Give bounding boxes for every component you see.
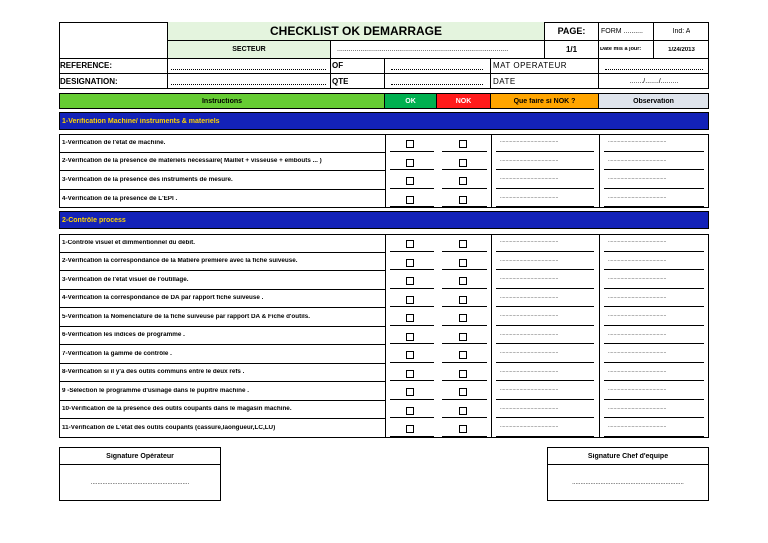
observation-dots: .......................................... xyxy=(608,368,667,374)
observation-underline xyxy=(604,251,704,252)
ok-underline xyxy=(390,288,434,289)
que-faire-underline xyxy=(496,306,594,307)
observation-dots: .......................................... xyxy=(608,405,667,411)
observation-field[interactable] xyxy=(600,401,708,420)
signature-chef-label: Signature Chef d'equipe xyxy=(587,452,669,460)
que-faire-underline xyxy=(496,417,594,418)
nok-underline xyxy=(442,188,487,189)
que-faire-field[interactable] xyxy=(492,271,599,290)
checklist-item-text: 9 -Sélection le programme d'usinage dans le pupitre machine . xyxy=(62,387,249,394)
ok-underline xyxy=(390,306,434,307)
nok-cell xyxy=(438,364,491,383)
ind-value: Ind: A xyxy=(672,27,691,35)
nok-underline xyxy=(442,325,487,326)
checklist-row xyxy=(60,190,385,209)
mat-operateur-label: MAT OPERATEUR xyxy=(493,62,568,70)
que-faire-underline xyxy=(496,251,594,252)
ok-checkbox[interactable] xyxy=(406,159,414,167)
observation-field[interactable] xyxy=(600,382,708,401)
nok-checkbox[interactable] xyxy=(459,296,467,304)
checklist-item-text: 2-Vérification de la présence de matériels nécessaire( Maillet + visseuse + embouts ... ) xyxy=(62,158,322,165)
nok-checkbox[interactable] xyxy=(459,314,467,322)
observation-dots: .......................................... xyxy=(608,424,667,429)
date-field[interactable] xyxy=(599,74,709,89)
ok-underline xyxy=(390,417,434,418)
of-label: OF xyxy=(332,62,344,70)
checklist-row xyxy=(60,153,385,172)
observation-underline xyxy=(604,380,704,381)
ok-underline xyxy=(390,436,434,437)
page-label-cell xyxy=(545,22,599,41)
ok-checkbox[interactable] xyxy=(406,296,414,304)
mat-operateur-field[interactable] xyxy=(599,59,709,74)
form-cell xyxy=(599,22,654,41)
nok-checkbox[interactable] xyxy=(459,388,467,396)
ok-underline xyxy=(390,325,434,326)
observation-field[interactable] xyxy=(600,134,708,153)
nok-cell xyxy=(438,308,491,327)
nok-checkbox[interactable] xyxy=(459,177,467,185)
checklist-item-text: 3-Vérification de l'état visuel de l'outillage. xyxy=(62,276,189,283)
qte-label: QTE xyxy=(332,77,349,86)
ok-underline xyxy=(390,169,434,170)
qte-label-cell xyxy=(331,74,385,89)
nok-underline xyxy=(442,380,487,381)
observation-dots: .......................................... xyxy=(608,139,667,144)
checklist-item-text: 7-Vérification la gamme de contrôle . xyxy=(62,350,172,357)
page-label: PAGE: xyxy=(557,26,586,36)
nok-underline xyxy=(442,288,487,289)
signature-chef-label-cell xyxy=(548,448,708,465)
que-faire-field[interactable] xyxy=(492,234,599,253)
ok-checkbox[interactable] xyxy=(406,259,414,267)
observation-underline xyxy=(604,306,704,307)
que-faire-field[interactable] xyxy=(492,253,599,272)
date-mise-label-cell xyxy=(599,41,654,59)
page-number: 1/1 xyxy=(565,45,578,54)
ok-checkbox[interactable] xyxy=(406,177,414,185)
nok-checkbox[interactable] xyxy=(459,259,467,267)
observation-underline xyxy=(604,436,704,437)
nok-checkbox[interactable] xyxy=(459,159,467,167)
observation-dots: .......................................... xyxy=(608,387,667,392)
checklist-row xyxy=(60,134,385,153)
que-faire-underline xyxy=(496,206,594,207)
nok-underline xyxy=(442,251,487,252)
secteur-label-cell xyxy=(168,41,331,59)
ok-underline xyxy=(390,399,434,400)
nok-checkbox[interactable] xyxy=(459,351,467,359)
ok-checkbox[interactable] xyxy=(406,388,414,396)
header-empty-cell xyxy=(59,22,168,59)
col-observation: Observation xyxy=(599,94,708,108)
ok-cell xyxy=(386,153,437,172)
checklist-row xyxy=(60,290,385,309)
section-header-2: 2-Contrôle process xyxy=(59,211,709,229)
nok-checkbox[interactable] xyxy=(459,425,467,433)
ok-cell xyxy=(386,327,437,346)
nok-underline xyxy=(442,306,487,307)
page-title: CHECKLIST OK DEMARRAGE xyxy=(269,24,442,38)
checklist-row xyxy=(60,401,385,420)
observation-underline xyxy=(604,343,704,344)
checklist-item-text: 4-Vérification de la présence de L'EPI . xyxy=(62,195,178,202)
que-faire-dots: .......................................... xyxy=(500,313,559,318)
nok-cell xyxy=(438,419,491,438)
date-mise-label: Date mis à jour: xyxy=(600,46,642,52)
observation-field[interactable] xyxy=(600,271,708,290)
observation-field[interactable] xyxy=(600,308,708,327)
ok-checkbox[interactable] xyxy=(406,196,414,204)
observation-dots: .......................................... xyxy=(608,194,667,200)
checklist-item-text: 6-Vérification les indices de programme . xyxy=(62,332,185,339)
observation-dots: .......................................... xyxy=(608,257,667,263)
checklist-row xyxy=(60,327,385,346)
mat-operateur-dots xyxy=(605,69,703,70)
que-faire-underline xyxy=(496,288,594,289)
que-faire-field[interactable] xyxy=(492,134,599,153)
que-faire-field[interactable] xyxy=(492,171,599,190)
nok-cell xyxy=(438,234,491,253)
date-mise-value-cell xyxy=(654,41,709,59)
ok-checkbox[interactable] xyxy=(406,407,414,415)
ok-underline xyxy=(390,362,434,363)
checklist-item-text: 8-Vérification si il y'a des outils communs entre le deux refs . xyxy=(62,369,245,376)
nok-underline xyxy=(442,362,487,363)
checklist-item-text: 11-Vérification de L'état des outils coupants (cassure,laongueur,LC,LU) xyxy=(62,425,276,432)
signature-chef-line: ................................................................... xyxy=(572,480,684,486)
checklist-row xyxy=(60,234,385,253)
observation-underline xyxy=(604,151,704,152)
ok-cell xyxy=(386,134,437,153)
ok-underline xyxy=(390,380,434,381)
que-faire-dots: .......................................... xyxy=(500,405,559,411)
ok-checkbox[interactable] xyxy=(406,240,414,248)
form-value: FORM .......... xyxy=(601,27,643,35)
secteur-label: SECTEUR xyxy=(232,46,266,53)
que-faire-dots: .......................................... xyxy=(500,194,559,200)
reference-field[interactable] xyxy=(168,59,331,74)
checklist-item-text: 1-Vérification de l'etat de machine. xyxy=(62,139,166,146)
section-header-1: 1-Verification Machine/ instruments & materiels xyxy=(59,112,709,130)
que-faire-field[interactable] xyxy=(492,327,599,346)
checklist-row xyxy=(60,271,385,290)
col-que-faire: Que faire si NOK ? xyxy=(491,94,599,108)
que-faire-dots: .......................................... xyxy=(500,350,559,355)
ok-underline xyxy=(390,151,434,152)
checklist-row xyxy=(60,171,385,190)
checklist-row xyxy=(60,253,385,272)
col-ok: OK xyxy=(385,94,437,108)
nok-underline xyxy=(442,169,487,170)
ok-checkbox[interactable] xyxy=(406,277,414,285)
checklist-item-text: 10-Vérification de la présence des outils coupants dans le magasin machine. xyxy=(62,406,292,413)
ok-checkbox[interactable] xyxy=(406,333,414,341)
ok-cell xyxy=(386,234,437,253)
que-faire-field[interactable] xyxy=(492,401,599,420)
observation-field[interactable] xyxy=(600,364,708,383)
nok-underline xyxy=(442,343,487,344)
que-faire-field[interactable] xyxy=(492,308,599,327)
nok-cell xyxy=(438,345,491,364)
date-label-cell xyxy=(491,74,599,89)
nok-checkbox[interactable] xyxy=(459,407,467,415)
observation-field[interactable] xyxy=(600,234,708,253)
page-title-cell xyxy=(168,22,545,41)
reference-dots xyxy=(171,69,326,70)
ok-cell xyxy=(386,290,437,309)
observation-field[interactable] xyxy=(600,171,708,190)
que-faire-underline xyxy=(496,399,594,400)
reference-label-cell xyxy=(59,59,168,74)
checklist-item-text: 1-Contrôle visuel et dimmentionnel du débit. xyxy=(62,239,195,246)
ok-cell xyxy=(386,308,437,327)
nok-underline xyxy=(442,399,487,400)
ok-cell xyxy=(386,364,437,383)
nok-checkbox[interactable] xyxy=(459,240,467,248)
nok-cell xyxy=(438,153,491,172)
que-faire-field[interactable] xyxy=(492,419,599,438)
observation-underline xyxy=(604,399,704,400)
observation-underline xyxy=(604,169,704,170)
observation-dots: .......................................... xyxy=(608,157,667,163)
que-faire-dots: .......................................... xyxy=(500,157,559,163)
que-faire-underline xyxy=(496,343,594,344)
observation-underline xyxy=(604,288,704,289)
observation-field[interactable] xyxy=(600,327,708,346)
que-faire-underline xyxy=(496,151,594,152)
que-faire-dots: .......................................... xyxy=(500,239,559,244)
que-faire-field[interactable] xyxy=(492,382,599,401)
date-label: DATE xyxy=(493,77,516,86)
designation-dots xyxy=(171,84,326,85)
observation-field[interactable] xyxy=(600,190,708,209)
col-instructions: Instructions xyxy=(60,94,385,108)
nok-underline xyxy=(442,269,487,270)
ok-checkbox[interactable] xyxy=(406,351,414,359)
ok-underline xyxy=(390,206,434,207)
nok-cell xyxy=(438,327,491,346)
ok-cell xyxy=(386,345,437,364)
designation-field[interactable] xyxy=(168,74,331,89)
mat-operateur-label-cell xyxy=(491,59,599,74)
ok-cell xyxy=(386,253,437,272)
nok-cell xyxy=(438,271,491,290)
ind-cell xyxy=(654,22,709,41)
designation-label: DESIGNATION: xyxy=(60,77,118,86)
nok-checkbox[interactable] xyxy=(459,196,467,204)
observation-underline xyxy=(604,206,704,207)
checklist-row xyxy=(60,308,385,327)
ok-cell xyxy=(386,419,437,438)
observation-underline xyxy=(604,269,704,270)
reference-label: REFERENCE: xyxy=(60,62,113,70)
que-faire-dots: .......................................... xyxy=(500,331,559,337)
ok-cell xyxy=(386,382,437,401)
signature-operateur-label: Signature Opérateur xyxy=(106,452,174,460)
observation-underline xyxy=(604,188,704,189)
ok-underline xyxy=(390,188,434,189)
nok-checkbox[interactable] xyxy=(459,277,467,285)
nok-underline xyxy=(442,436,487,437)
ok-underline xyxy=(390,343,434,344)
signature-operateur-box xyxy=(59,447,221,501)
observation-dots: .......................................... xyxy=(608,331,667,337)
of-label-cell xyxy=(331,59,385,74)
nok-underline xyxy=(442,206,487,207)
que-faire-underline xyxy=(496,188,594,189)
signature-operateur-label-cell xyxy=(60,448,220,465)
observation-dots: .......................................... xyxy=(608,176,667,181)
qte-field[interactable] xyxy=(385,74,491,89)
nok-cell xyxy=(438,382,491,401)
ok-cell xyxy=(386,401,437,420)
que-faire-underline xyxy=(496,436,594,437)
checklist-row xyxy=(60,419,385,438)
nok-checkbox[interactable] xyxy=(459,140,467,148)
observation-field[interactable] xyxy=(600,419,708,438)
nok-cell xyxy=(438,401,491,420)
qte-dots xyxy=(391,84,483,85)
que-faire-underline xyxy=(496,325,594,326)
ok-underline xyxy=(390,269,434,270)
ok-checkbox[interactable] xyxy=(406,314,414,322)
secteur-value: ........................................................................................ xyxy=(337,46,509,53)
observation-field[interactable] xyxy=(600,345,708,364)
nok-cell xyxy=(438,190,491,209)
nok-underline xyxy=(442,151,487,152)
que-faire-field[interactable] xyxy=(492,345,599,364)
que-faire-dots: .......................................... xyxy=(500,176,559,181)
que-faire-underline xyxy=(496,269,594,270)
signature-operateur-field[interactable] xyxy=(60,476,220,490)
nok-underline xyxy=(442,417,487,418)
que-faire-dots: .......................................... xyxy=(500,294,559,300)
nok-cell xyxy=(438,134,491,153)
que-faire-field[interactable] xyxy=(492,190,599,209)
que-faire-dots: .......................................... xyxy=(500,139,559,144)
ok-checkbox[interactable] xyxy=(406,370,414,378)
que-faire-dots: .......................................... xyxy=(500,368,559,374)
observation-dots: .......................................... xyxy=(608,294,667,300)
nok-cell xyxy=(438,253,491,272)
ok-cell xyxy=(386,190,437,209)
checklist-row xyxy=(60,364,385,383)
nok-checkbox[interactable] xyxy=(459,370,467,378)
checklist-row xyxy=(60,382,385,401)
observation-field[interactable] xyxy=(600,253,708,272)
page-number-cell xyxy=(545,41,599,59)
observation-field[interactable] xyxy=(600,153,708,172)
que-faire-dots: .......................................... xyxy=(500,276,559,281)
checklist-item-text: 3-Vérification de la présence des instruments de mesure. xyxy=(62,176,233,183)
observation-field[interactable] xyxy=(600,290,708,309)
designation-label-cell xyxy=(59,74,168,89)
signature-chef-box xyxy=(547,447,709,501)
checklist-item-text: 4-Vérification la correspondance de DA par rapport fiche suiveuse . xyxy=(62,295,264,302)
observation-underline xyxy=(604,417,704,418)
observation-dots: .......................................... xyxy=(608,313,667,318)
que-faire-underline xyxy=(496,169,594,170)
observation-dots: .......................................... xyxy=(608,350,667,355)
que-faire-field[interactable] xyxy=(492,290,599,309)
secteur-value-cell xyxy=(331,41,545,59)
que-faire-dots: .......................................... xyxy=(500,387,559,392)
ok-underline xyxy=(390,251,434,252)
que-faire-dots: .......................................... xyxy=(500,424,559,429)
observation-dots: .......................................... xyxy=(608,276,667,281)
observation-dots: .......................................... xyxy=(608,239,667,244)
nok-cell xyxy=(438,171,491,190)
ok-checkbox[interactable] xyxy=(406,425,414,433)
col-nok: NOK xyxy=(437,94,491,108)
checklist-item-text: 2-Vérification la correspondance de la Matière première avec la fiche suiveuse. xyxy=(62,258,298,265)
que-faire-field[interactable] xyxy=(492,153,599,172)
nok-cell xyxy=(438,290,491,309)
ok-checkbox[interactable] xyxy=(406,140,414,148)
signature-operateur-line: ........................................................... xyxy=(90,480,190,486)
que-faire-underline xyxy=(496,380,594,381)
observation-underline xyxy=(604,325,704,326)
signature-chef-field[interactable] xyxy=(548,476,708,490)
of-field[interactable] xyxy=(385,59,491,74)
que-faire-field[interactable] xyxy=(492,364,599,383)
checklist-row xyxy=(60,345,385,364)
ok-cell xyxy=(386,171,437,190)
que-faire-dots: .......................................... xyxy=(500,257,559,263)
ok-cell xyxy=(386,271,437,290)
of-dots xyxy=(391,69,483,70)
nok-checkbox[interactable] xyxy=(459,333,467,341)
observation-underline xyxy=(604,362,704,363)
date-value: ......./......./......... xyxy=(629,78,679,85)
date-mise-value: 1/24/2013 xyxy=(668,46,695,53)
checklist-item-text: 5-Vérification la Nomenclature de la fiche suiveuse par rapport DA & Fiche d'outils. xyxy=(62,313,310,320)
que-faire-underline xyxy=(496,362,594,363)
